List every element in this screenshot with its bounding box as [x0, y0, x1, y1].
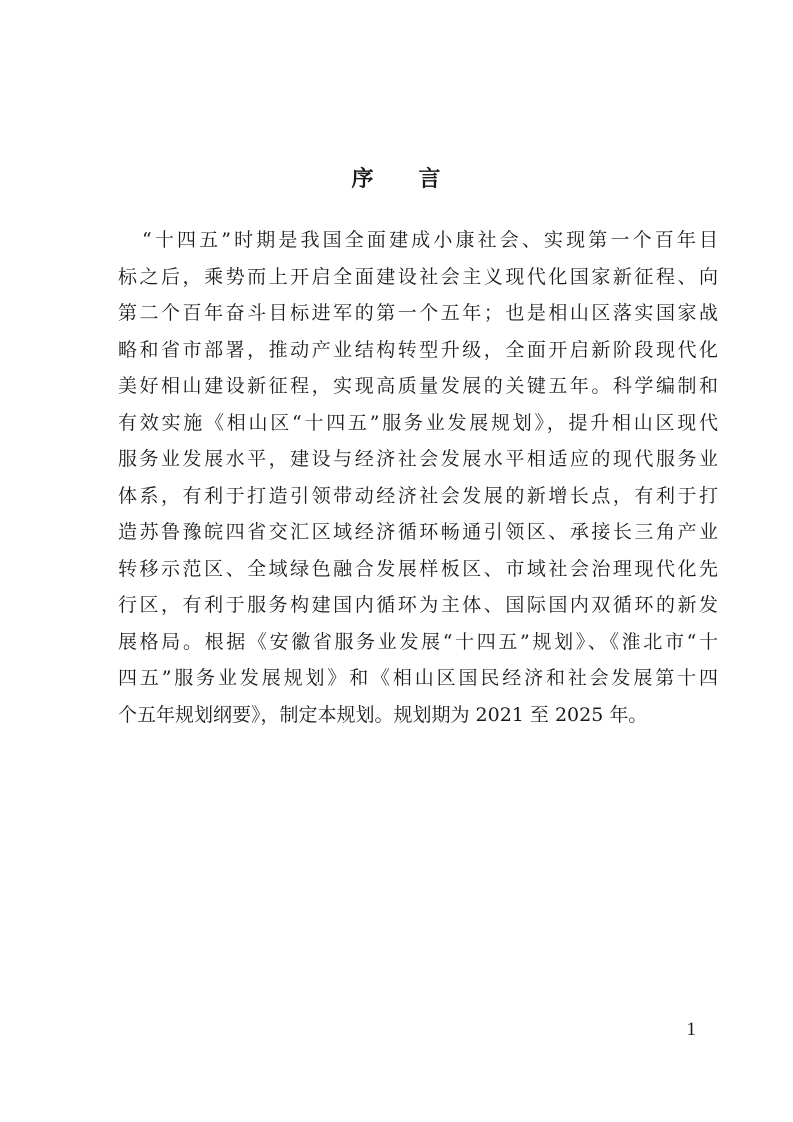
paragraph-line: 个五年规划纲要》，制定本规划。规划期为 2021 至 2025 年。	[118, 703, 648, 726]
paragraph-line: 造苏鲁豫皖四省交汇区域经济循环畅通引领区、承接长三角产业	[118, 521, 718, 543]
paragraph-line: 服务业发展水平，建设与经济社会发展水平相适应的现代服务业	[118, 448, 718, 470]
paragraph-line: 行区，有利于服务构建国内循环为主体、国际国内双循环的新发	[118, 594, 718, 616]
preface-paragraph	[118, 222, 718, 733]
paragraph-line: 第二个百年奋斗目标进军的第一个五年；也是相山区落实国家战	[118, 302, 718, 324]
paragraph-line: 标之后，乘势而上开启全面建设社会主义现代化国家新征程、向	[118, 265, 718, 288]
paragraph-line: 转移示范区、全域绿色融合发展样板区、市域社会治理现代化先	[118, 557, 718, 580]
paragraph-line: 略和省市部署，推动产业结构转型升级，全面开启新阶段现代化	[118, 338, 718, 361]
title-char-2: 言	[418, 167, 442, 192]
paragraph-line: “十四五”时期是我国全面建成小康社会、实现第一个百年目	[142, 229, 718, 251]
paragraph-line: 展格局。根据《安徽省服务业发展“十四五”规划》、《淮北市“十	[118, 630, 718, 653]
paragraph-line: 有效实施《相山区“十四五”服务业发展规划》，提升相山区现代	[118, 411, 718, 434]
title-char-1: 序	[351, 167, 375, 192]
paragraph-line: 美好相山建设新征程，实现高质量发展的关键五年。科学编制和	[118, 375, 718, 397]
page-number: 1	[686, 1019, 696, 1040]
paragraph-line: 四五”服务业发展规划》和《相山区国民经济和社会发展第十四	[118, 667, 718, 689]
page-title	[0, 160, 793, 200]
paragraph-line: 体系，有利于打造引领带动经济社会发展的新增长点，有利于打	[118, 484, 718, 507]
